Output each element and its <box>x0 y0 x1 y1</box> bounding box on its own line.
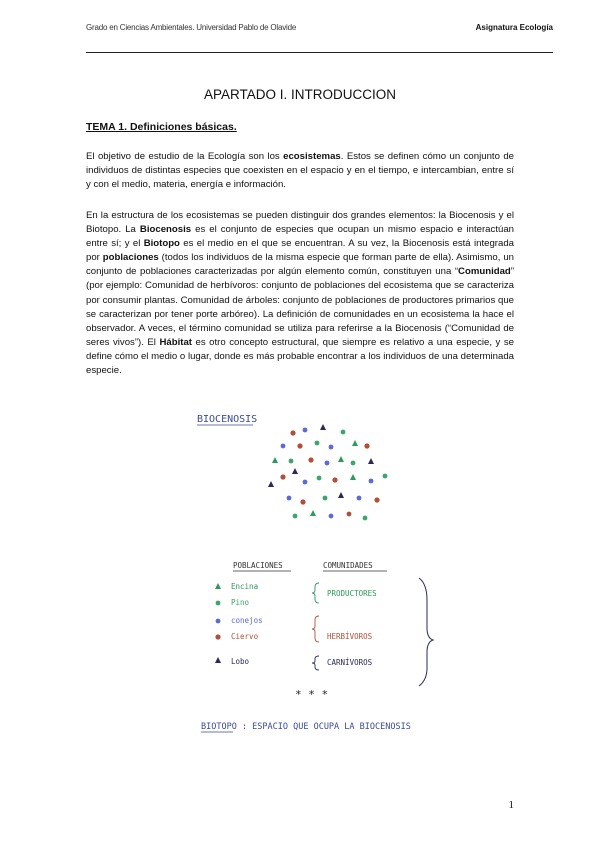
brace-ecosistema <box>419 578 433 686</box>
tri-encina <box>350 474 356 480</box>
tri-encina <box>338 456 344 462</box>
text-run: En la estructura de los ecosistemas se pueden distinguir dos grandes elementos: la Biocenosis y el Biotopo. La <box>86 210 514 236</box>
community-herbivoros: HERBÍVOROS <box>327 632 373 641</box>
dot-ciervo <box>297 443 302 448</box>
legend-tri-encina <box>215 583 221 589</box>
text-run: . Estos se definen cómo un conjunto de individuos de distintas especies que coexisten en el espacio y en el tiempo, e intercambian, entre sí y con el medio, materia, energía e información. <box>86 151 514 191</box>
col-comunidades: COMUNIDADES <box>323 561 373 570</box>
dot-conejo <box>303 480 308 485</box>
tri-encina <box>352 440 358 446</box>
dot-pino <box>341 430 346 435</box>
header-course: Grado en Ciencias Ambientales. Universidad Pablo de Olavide <box>86 23 297 32</box>
dot-conejo <box>303 428 308 433</box>
dot-pino <box>317 476 322 481</box>
brace-carnivoros <box>312 656 319 670</box>
dot-ciervo <box>308 457 313 462</box>
dot-ciervo <box>280 474 285 479</box>
paragraph-ecosistemas <box>86 150 514 192</box>
dot-pino <box>323 496 328 501</box>
dot-ciervo <box>290 430 295 435</box>
term-biocenosis: Biocenosis <box>139 224 192 236</box>
legend-dot-conejos <box>216 619 221 624</box>
col-poblaciones: POBLACIONES <box>233 561 283 570</box>
tri-lobo <box>292 468 298 474</box>
dot-ciervo <box>364 443 369 448</box>
text-run: El objetivo de estudio de la Ecología son los <box>86 151 284 162</box>
dot-conejo <box>325 461 330 466</box>
species-encina: Encina <box>231 582 259 591</box>
tri-lobo <box>320 424 326 430</box>
page-header <box>86 18 553 53</box>
term-comunidad: Comunidad <box>458 266 511 278</box>
text-run: es el medio en el que se encuentran. A su vez, la Biocenosis está integrada por <box>86 238 514 264</box>
species-ciervo: Ciervo <box>231 632 259 641</box>
dot-conejo <box>357 496 362 501</box>
term-poblaciones: poblaciones <box>102 252 159 264</box>
page-number: 1 <box>508 799 514 811</box>
dot-ciervo <box>374 497 379 502</box>
biocenosis-sketch <box>195 406 485 738</box>
text-run: (todos los individuos de la misma especie que forman parte de ella). Asimismo, un conjunto de poblaciones caracterizadas por algún elemento común, constituyen una “ <box>86 252 514 278</box>
header-subject: Asignatura Ecología <box>475 23 553 32</box>
species-pino: Pino <box>231 598 250 607</box>
dot-pino <box>363 516 368 521</box>
species-lobo: Lobo <box>231 657 250 666</box>
term-habitat: Hábitat <box>159 336 192 348</box>
dot-pino <box>315 441 320 446</box>
dot-ciervo <box>347 512 352 517</box>
biotopo-caption: BIOTOPO : ESPACIO QUE OCUPA LA BIOCENOSIS <box>201 722 411 732</box>
community-carnivoros: CARNÍVOROS <box>327 658 373 667</box>
dot-pino <box>289 459 294 464</box>
organism-cluster <box>268 424 387 520</box>
text-run: es el conjunto de especies que ocupan un mismo espacio e interactúan entre sí; y el <box>86 224 514 250</box>
tri-lobo <box>268 481 274 487</box>
term-biotopo: Biotopo <box>143 238 180 250</box>
dot-conejo <box>287 496 292 501</box>
tri-lobo <box>338 492 344 498</box>
dot-conejo <box>329 514 334 519</box>
text-run: ” (por ejemplo: Comunidad de herbívoros: conjunto de poblaciones del ecosistema que se caracteriza por consumir plantas. Comunidad de árboles: conjunto de poblaciones de productores primarios que se caracterizan por tener porte arbóreo). La definición de comunidades en un ecosistema la hace el observador. A veces, el término comunidad se utiliza para referirse a la Biocenosis (“Comunidad de seres vivos”). El <box>86 266 514 348</box>
legend-dot-pino <box>216 601 221 606</box>
brace-herbivoros <box>312 616 319 642</box>
community-productores: PRODUCTORES <box>327 589 377 598</box>
stars-ellipsis: * * * <box>295 688 329 701</box>
term-ecosistemas: ecosistemas <box>283 151 341 162</box>
dot-ciervo <box>300 499 305 504</box>
legend-dot-ciervo <box>215 634 220 639</box>
brace-productores <box>312 583 319 603</box>
dot-conejo <box>329 445 334 450</box>
dot-pino <box>293 514 298 519</box>
biocenosis-label: BIOCENOSIS <box>197 414 258 425</box>
section-heading: TEMA 1. Definiciones básicas. <box>86 121 237 133</box>
tri-encina <box>310 510 316 516</box>
dot-ciervo <box>332 477 337 482</box>
dot-conejo <box>369 479 374 484</box>
legend-tri-lobo <box>215 657 221 663</box>
species-conejos: conejos <box>231 616 263 625</box>
dot-pino <box>351 461 356 466</box>
tri-lobo <box>368 458 374 464</box>
dot-conejo <box>281 444 286 449</box>
paragraph-biocenosis <box>86 209 514 378</box>
text-run: es otro concepto estructural, que siempre es relativo a una especie, y se define cómo el medio o lugar, donde es más probable encontrar a los individuos de una determinada especie. <box>86 336 514 377</box>
tri-encina <box>272 457 278 463</box>
page-title: APARTADO I. INTRODUCCION <box>203 87 396 102</box>
dot-pino <box>383 474 388 479</box>
